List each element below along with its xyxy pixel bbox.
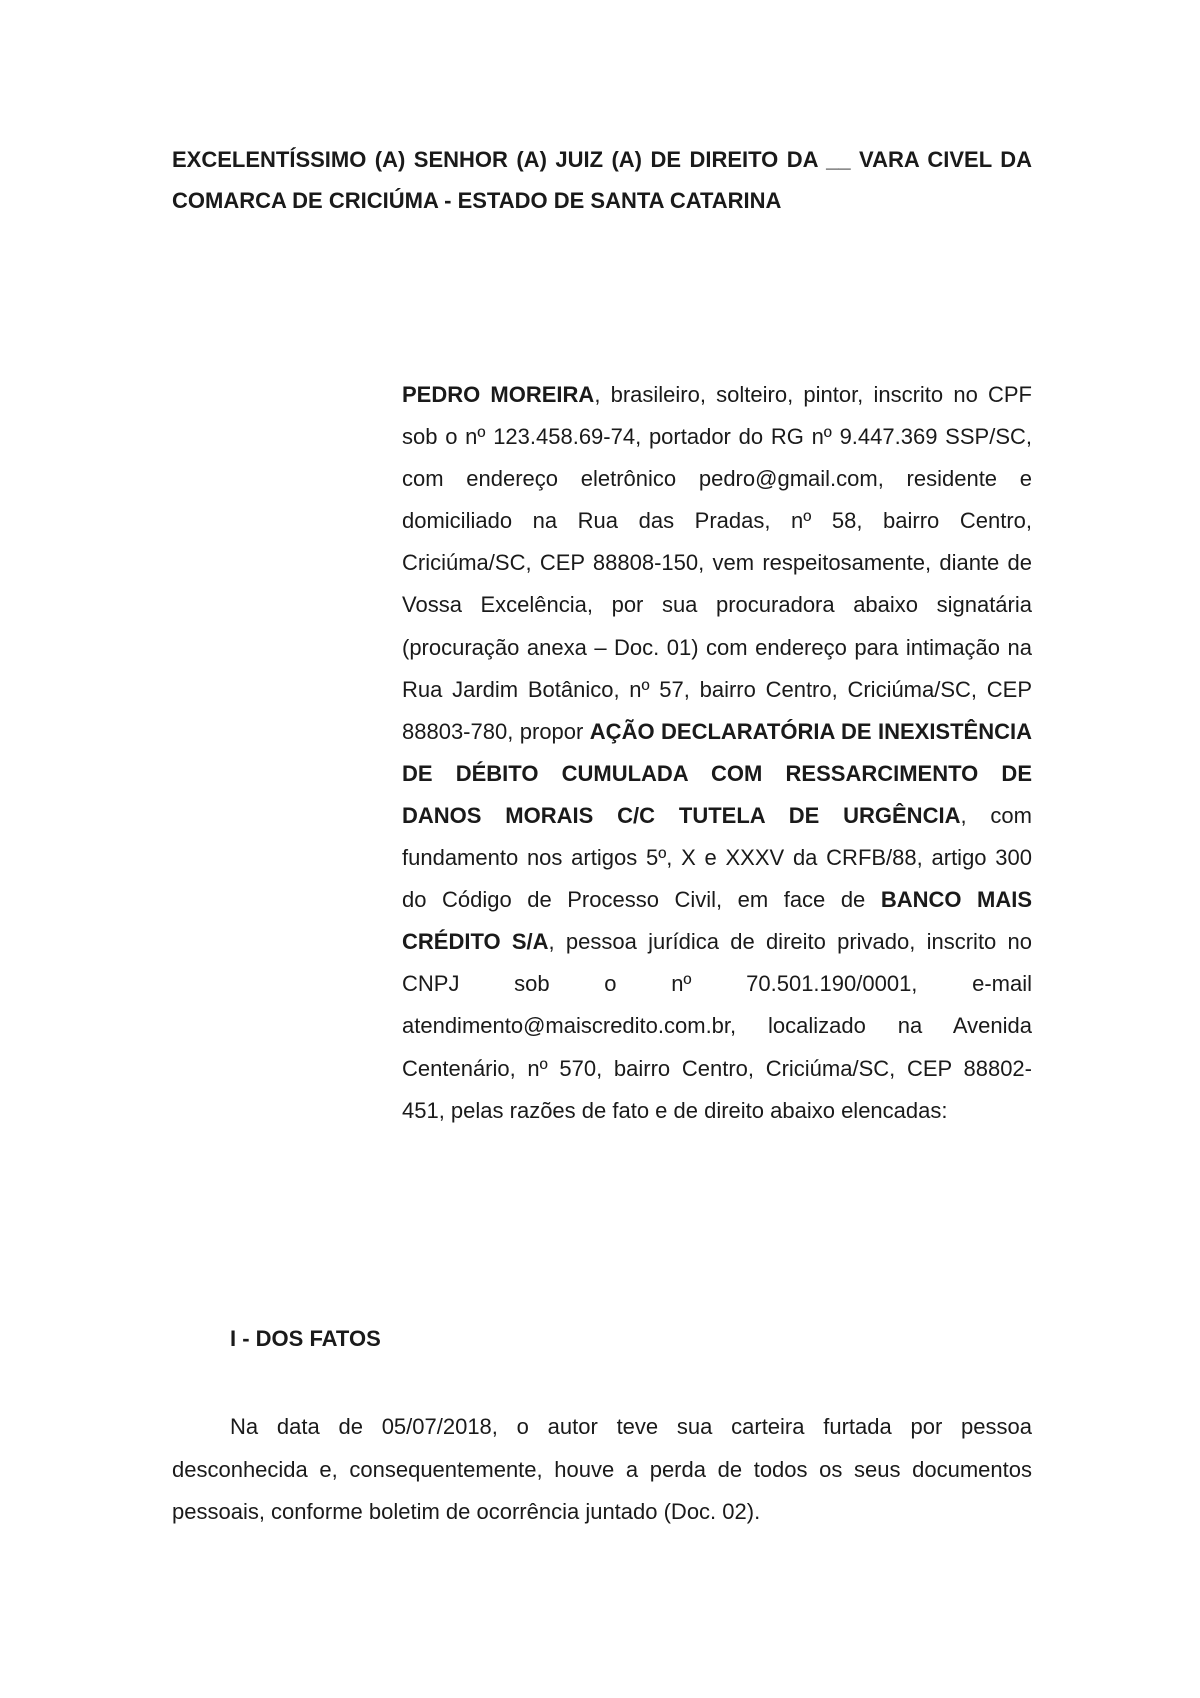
facts-paragraph: Na data de 05/07/2018, o autor teve sua carteira furtada por pessoa desconhecida e, consequentemente, houve a perda de todos os seus documentos pessoais, conforme boletim de ocorrência juntado (Doc. 02). [172, 1414, 1032, 1524]
action-title: AÇÃO DECLARATÓRIA DE INEXISTÊNCIA DE DÉBITO CUMULADA COM RESSARCIMENTO DE DANOS MORAIS C/C TUTELA DE URGÊNCIA [402, 718, 1032, 828]
court-addressing-header: EXCELENTÍSSIMO (A) SENHOR (A) JUIZ (A) DE DIREITO DA __ VARA CIVEL DA COMARCA DE CRICIÚMA - ESTADO DE SANTA CATARINA [172, 147, 1032, 213]
section-title-facts: I - DOS FATOS [230, 1326, 381, 1351]
qualification-text-2: , com fundamento nos artigos 5º, X e XXXV da CRFB/88, artigo 300 do Código de Processo Civil, em face de [402, 802, 1032, 913]
party-qualification-paragraph [402, 374, 1032, 1132]
plaintiff-name: PEDRO MOREIRA [402, 382, 595, 407]
qualification-text-1: , brasileiro, solteiro, pintor, inscrito no CPF sob o nº 123.458.69-74, portador do RG nº 9.447.369 SSP/SC, com endereço eletrônico pedro@gmail.com, residente e domiciliado na Rua das Pradas, nº 58, bairro Centro, Criciúma/SC, CEP 88808-150, vem respeitosamente, diante de Vossa Excelência, por sua procuradora abaixo signatária (procuração anexa – Doc. 01) com endereço para intimação na Rua Jardim Botânico, nº 57, bairro Centro, Criciúma/SC, CEP 88803-780, propor [402, 382, 1032, 744]
qualification-text-3: , pessoa jurídica de direito privado, inscrito no CNPJ sob o nº 70.501.190/0001, e-mail atendimento@maiscredito.com.br, localizado na Avenida Centenário, nº 570, bairro Centro, Criciúma/SC, CEP 88802-451, pelas razões de fato e de direito abaixo elencadas: [402, 929, 1033, 1123]
defendant-name: BANCO MAIS CRÉDITO S/A [402, 887, 1032, 955]
